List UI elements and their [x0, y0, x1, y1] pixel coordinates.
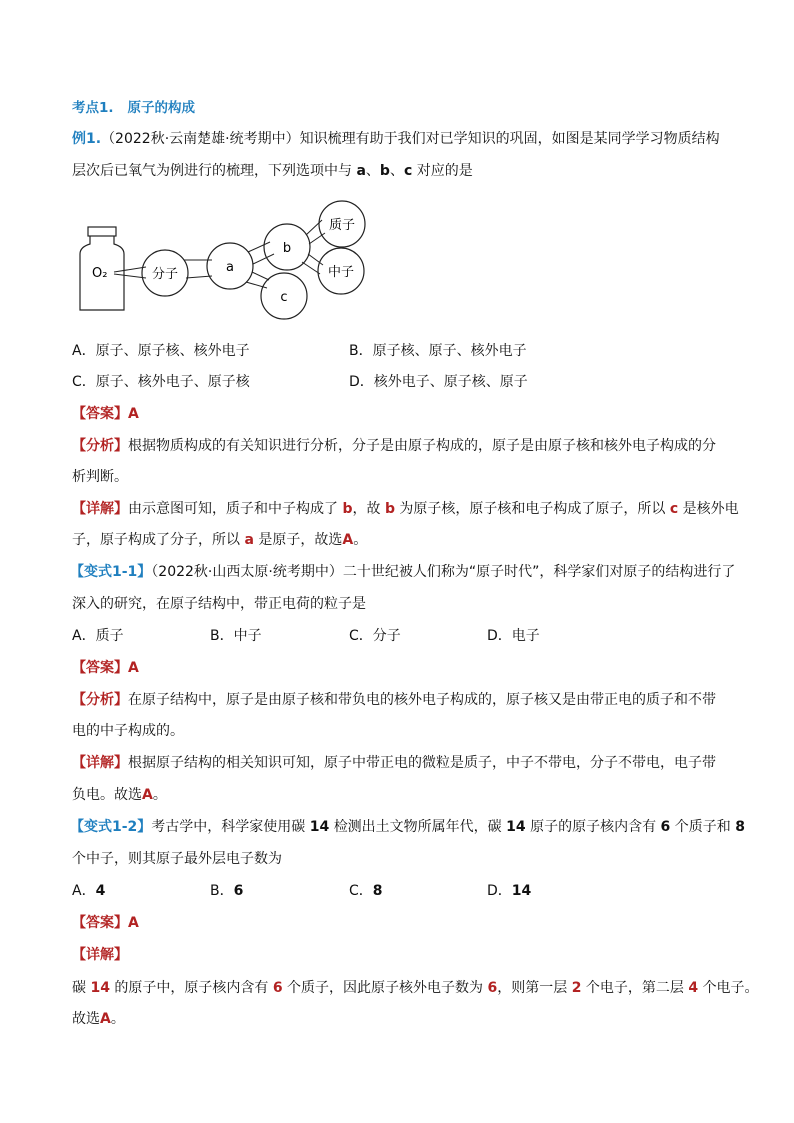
option-letter: A． [72, 883, 96, 899]
option-letter: D． [487, 883, 512, 899]
detail-highlight: 6 [272, 980, 283, 996]
analysis-tag: 【分析】 [72, 692, 128, 708]
atom-a-label: a [226, 260, 234, 275]
detail-highlight: 14 [90, 980, 110, 996]
section-heading [72, 98, 195, 118]
option-text: 4 [95, 883, 106, 899]
option-letter: A． [72, 343, 96, 359]
option-text: 分子 [372, 628, 401, 644]
letter-b: b [379, 163, 390, 179]
variation-text: 考古学中，科学家使用碳 [151, 819, 306, 835]
variation-1-1-question-line-2 [72, 594, 366, 614]
example-1-label: 例1. [72, 131, 102, 147]
option-text: 14 [511, 883, 532, 899]
detail-text: ，故 [352, 501, 381, 517]
variation-1-2-detail-tag-line [72, 945, 128, 965]
option-text: 质子 [95, 628, 124, 644]
variation-1-1-analysis-line-2 [72, 721, 184, 741]
number: 6 [660, 819, 671, 835]
variation-1-1-question-line-1 [70, 562, 735, 582]
connector [302, 262, 320, 274]
option-letter: C． [349, 883, 373, 899]
detail-highlight: A [100, 1011, 111, 1027]
detail-text: ，则第一层 [497, 980, 568, 996]
detail-tag: 【详解】 [72, 947, 128, 963]
detail-text: 子，原子构成了分子，所以 [72, 532, 240, 548]
answer-value: A [128, 660, 139, 676]
example-1-detail-line-2 [72, 530, 367, 550]
detail-text: 个电子。 [702, 980, 759, 996]
variation-1-2-answer [72, 913, 139, 933]
option-b[interactable] [210, 626, 262, 646]
option-a[interactable] [72, 881, 105, 901]
detail-highlight: A [142, 787, 153, 803]
variation-text: 检测出土文物所属年代，碳 [333, 819, 502, 835]
analysis-text: 电的中子构成的。 [72, 723, 184, 739]
detail-text: 。 [152, 787, 167, 803]
detail-highlight: 2 [571, 980, 582, 996]
detail-highlight: c [669, 501, 679, 517]
detail-text: 为原子核，原子核和电子构成了原子，所以 [399, 501, 666, 517]
neutron-label: 中子 [327, 265, 355, 280]
variation-1-1-detail-line-2 [72, 785, 167, 805]
example-1-text: 层次后已氧气为例进行的梳理，下列选项中与 [72, 163, 352, 179]
detail-text: 是原子，故选 [258, 532, 343, 548]
connector [248, 242, 270, 252]
variation-1-2-question-line-1 [70, 817, 745, 837]
option-d[interactable] [349, 372, 528, 392]
detail-tag: 【详解】 [72, 501, 128, 517]
analysis-text: 在原子结构中，原子是由原子核和带负电的核外电子构成的，原子核又是由带正电的质子和不带 [128, 692, 716, 708]
connector [253, 254, 274, 264]
option-c[interactable] [349, 881, 383, 901]
option-d[interactable] [487, 881, 531, 901]
variation-tag: 【变式1-2】 [70, 819, 152, 835]
letter-a: a [356, 163, 366, 179]
proton-label: 质子 [328, 218, 356, 233]
connector [114, 274, 146, 278]
connector [252, 272, 269, 280]
detail-text: 。 [110, 1011, 125, 1027]
option-text: 原子、原子核、核外电子 [95, 343, 250, 359]
example-1-text: 对应的是 [416, 163, 473, 179]
detail-text: 个电子，第二层 [585, 980, 684, 996]
option-letter: B． [210, 883, 234, 899]
variation-1-1-detail-line-1 [72, 753, 716, 773]
variation-1-2-detail-line-2 [72, 1009, 125, 1029]
detail-highlight: 4 [688, 980, 699, 996]
option-b[interactable] [349, 341, 527, 361]
option-letter: D． [349, 374, 374, 390]
option-text: 核外电子、原子核、原子 [373, 374, 528, 390]
variation-text: 个质子和 [674, 819, 731, 835]
section-title: 原子的构成 [127, 100, 196, 116]
option-text: 原子核、原子、核外电子 [372, 343, 527, 359]
detail-highlight: b [342, 501, 353, 517]
option-letter: B． [210, 628, 234, 644]
detail-text: 故选 [72, 1011, 100, 1027]
analysis-tag: 【分析】 [72, 438, 128, 454]
option-text: 中子 [233, 628, 262, 644]
number: 14 [506, 819, 526, 835]
detail-text: 是核外电 [682, 501, 739, 517]
answer-tag: 【答案】 [72, 406, 128, 422]
example-1-source: （2022秋·云南楚雄·统考期中） [101, 131, 300, 147]
example-1-detail-line-1 [72, 499, 739, 519]
variation-1-1-analysis-line-1 [72, 690, 716, 710]
separator: 、 [389, 163, 404, 179]
example-1-text: 知识梳理有助于我们对已学知识的巩固，如图是某同学学习物质结构 [299, 131, 720, 147]
analysis-text: 根据物质构成的有关知识进行分析，分子是由原子构成的，原子是由原子核和核外电子构成的分 [128, 438, 716, 454]
number: 14 [309, 819, 330, 835]
analysis-text: 析判断。 [72, 469, 128, 485]
variation-source: （2022秋·山西太原·统考期中） [151, 564, 343, 580]
variation-1-1-answer [72, 658, 139, 678]
option-letter: C． [349, 628, 373, 644]
letter-c: c [403, 163, 413, 179]
connector [114, 267, 146, 272]
example-1-answer [72, 404, 139, 424]
variation-text: 个中子，则其原子最外层电子数为 [72, 851, 282, 867]
option-a[interactable] [72, 626, 124, 646]
option-letter: B． [349, 343, 373, 359]
option-letter: A． [72, 628, 96, 644]
detail-tag: 【详解】 [72, 755, 128, 771]
option-c[interactable] [72, 372, 250, 392]
detail-text: 。 [353, 532, 368, 548]
variation-1-2-detail-line-1 [72, 978, 759, 998]
detail-highlight: a [244, 532, 254, 548]
answer-value: A [128, 915, 139, 931]
molecule-label: 分子 [151, 267, 179, 282]
detail-highlight: b [384, 501, 395, 517]
answer-tag: 【答案】 [72, 915, 128, 931]
variation-tag: 【变式1-1】 [70, 564, 152, 580]
example-1-question-line-2 [72, 161, 473, 181]
option-d[interactable] [487, 626, 540, 646]
answer-tag: 【答案】 [72, 660, 128, 676]
separator: 、 [365, 163, 380, 179]
nucleus-b-label: b [282, 241, 292, 256]
answer-value: A [128, 406, 139, 422]
variation-1-2-question-line-2 [72, 849, 282, 869]
option-text: 原子、核外电子、原子核 [95, 374, 250, 390]
detail-text: 根据原子结构的相关知识可知，原子中带正电的微粒是质子，中子不带电，分子不带电，电子带 [128, 755, 716, 771]
electron-c-label: c [280, 290, 288, 305]
bottle-label: O₂ [92, 266, 108, 281]
option-text: 6 [233, 883, 244, 899]
detail-text: 碳 [72, 980, 86, 996]
section-label: 考点1. [72, 100, 114, 116]
connector [309, 233, 325, 244]
option-letter: D． [487, 628, 512, 644]
option-text: 8 [372, 883, 383, 899]
example-1-question-line-1 [72, 129, 720, 149]
connector [186, 276, 212, 278]
variation-text: 二十世纪被人们称为“原子时代”，科学家们对原子的结构进行了 [342, 564, 736, 580]
detail-text: 负电。故选 [72, 787, 142, 803]
detail-text: 的原子中，原子核内含有 [114, 980, 269, 996]
option-a[interactable] [72, 341, 250, 361]
detail-highlight: A [342, 532, 354, 548]
option-b[interactable] [210, 881, 243, 901]
option-text: 电子 [511, 628, 540, 644]
example-1-analysis-line-2 [72, 467, 128, 487]
variation-text: 深入的研究，在原子结构中，带正电荷的粒子是 [72, 596, 366, 612]
variation-text: 原子的原子核内含有 [530, 819, 657, 835]
detail-text: 个质子，因此原子核外电子数为 [287, 980, 484, 996]
structure-diagram [70, 192, 380, 327]
detail-text: 由示意图可知，质子和中子构成了 [128, 501, 338, 517]
example-1-analysis-line-1 [72, 436, 716, 456]
detail-highlight: 6 [487, 980, 498, 996]
option-letter: C． [72, 374, 96, 390]
option-c[interactable] [349, 626, 401, 646]
number: 8 [735, 819, 745, 835]
